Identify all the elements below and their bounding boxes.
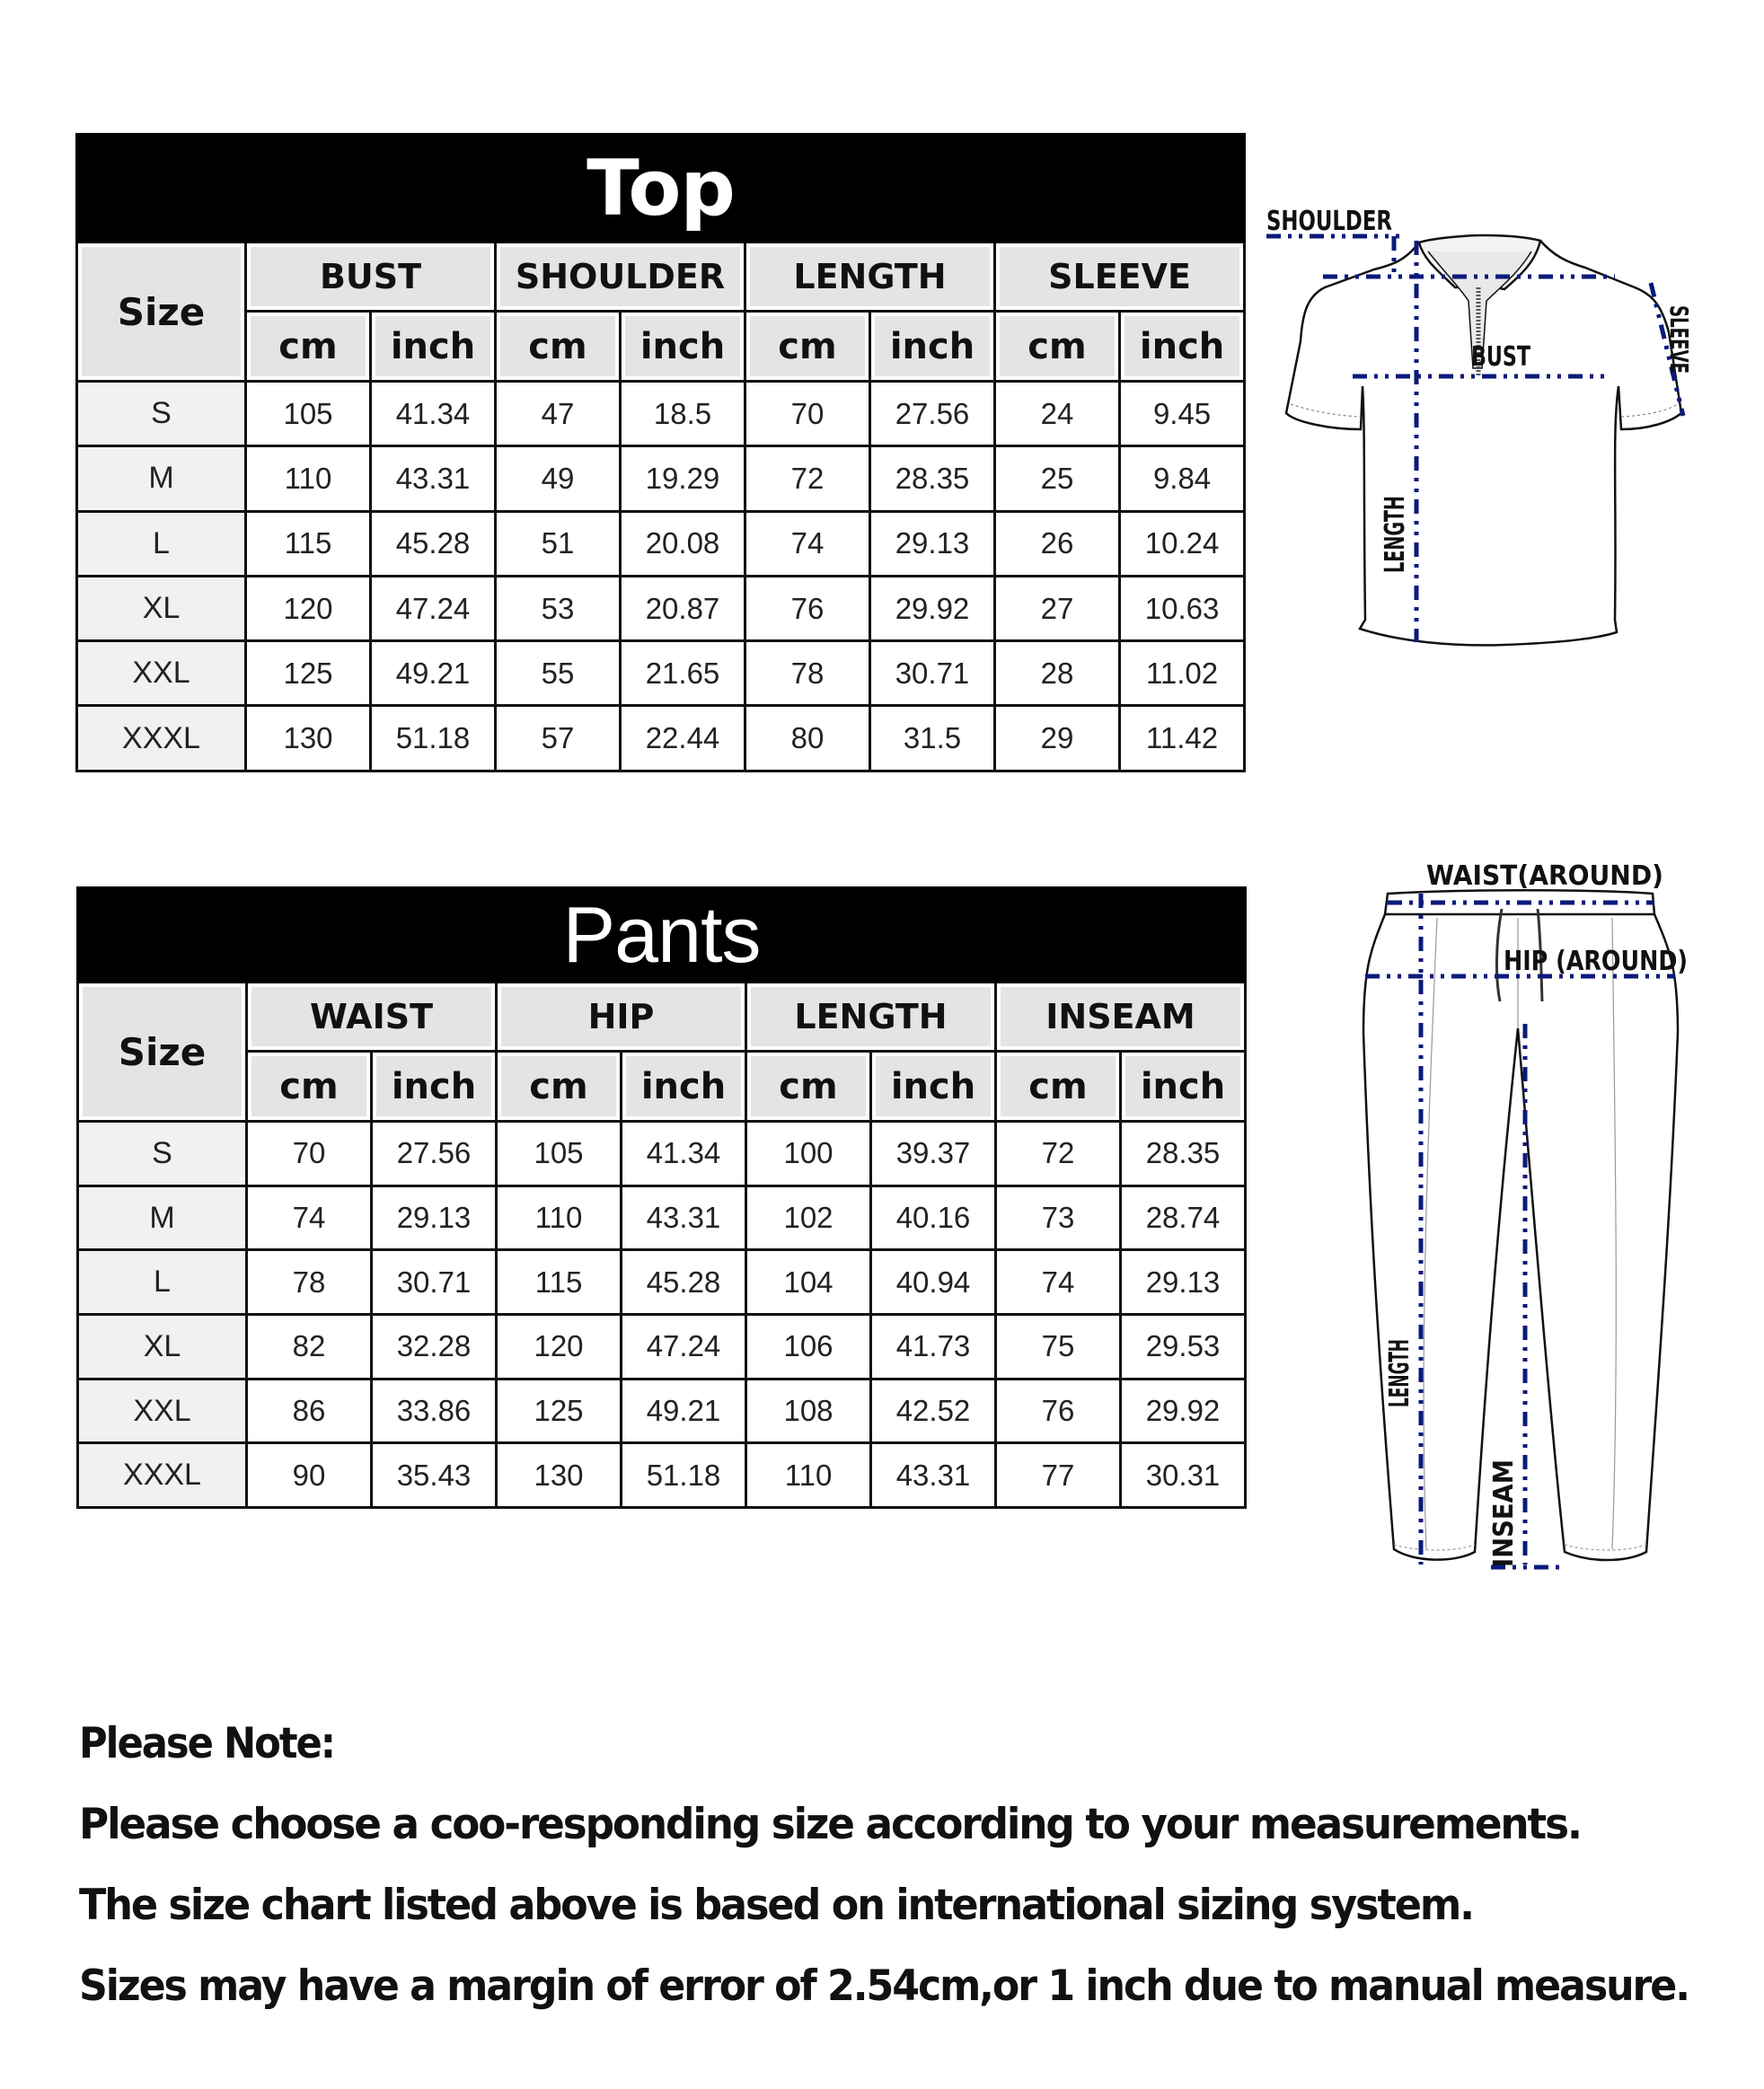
hip-label: HIP (AROUND) [1504,946,1688,977]
measurement-cell: 45.28 [622,1250,746,1315]
pants-table-body [78,1122,1246,1508]
measurement-cell: 130 [497,1443,622,1508]
measurement-cell: 120 [497,1315,622,1379]
measurement-cell: 30.71 [372,1250,497,1315]
measurement-cell: 29.53 [1121,1315,1246,1379]
measurement-cell: 40.94 [871,1250,996,1315]
measurement-cell: 43.31 [871,1443,996,1508]
length-label: LENGTH [1384,1286,1416,1407]
size-cell: XXXL [77,706,246,771]
measurement-cell: 28 [995,641,1120,706]
measurement-cell: 35.43 [372,1443,497,1508]
group-header-inseam: INSEAM [996,983,1246,1052]
table-row [77,706,1245,771]
table-row [78,1250,1246,1315]
table-row [77,446,1245,511]
unit-header-inch: inch [1120,312,1245,382]
measurement-cell: 43.31 [371,446,496,511]
measurement-cell: 82 [247,1315,372,1379]
measurement-cell: 51.18 [371,706,496,771]
measurement-cell: 40.16 [871,1186,996,1250]
measurement-cell: 47.24 [371,576,496,640]
unit-header-cm: cm [247,1052,372,1122]
measurement-cell: 30.31 [1121,1443,1246,1508]
measurement-cell: 41.34 [622,1122,746,1186]
top-table-title: Top [77,135,1245,242]
measurement-cell: 10.24 [1120,511,1245,576]
measurement-cell: 27 [995,576,1120,640]
group-header-shoulder: SHOULDER [496,242,745,312]
size-cell: XL [78,1315,247,1379]
measurement-cell: 20.87 [621,576,745,640]
measurement-cell: 32.28 [372,1315,497,1379]
measurement-cell: 100 [746,1122,871,1186]
unit-header-cm: cm [745,312,870,382]
measurement-cell: 24 [995,382,1120,446]
measurement-cell: 47.24 [622,1315,746,1379]
measurement-cell: 49.21 [371,641,496,706]
measurement-cell: 55 [496,641,621,706]
measurement-cell: 28.35 [870,446,995,511]
unit-header-cm: cm [995,312,1120,382]
measurement-cell: 21.65 [621,641,745,706]
measurement-cell: 27.56 [372,1122,497,1186]
shirt-outline-icon [1286,235,1681,645]
measurement-cell: 9.45 [1120,382,1245,446]
pants-size-table [76,886,1247,1509]
pants-measurement-diagram [1329,853,1715,1662]
measurement-cell: 105 [246,382,371,446]
group-header-hip: HIP [497,983,746,1052]
measurement-cell: 125 [246,641,371,706]
table-row [78,1186,1246,1250]
unit-header-inch: inch [1121,1052,1246,1122]
size-cell: L [78,1250,247,1315]
measurement-cell: 125 [497,1379,622,1443]
measurement-cell: 90 [247,1443,372,1508]
measurement-cell: 11.02 [1120,641,1245,706]
size-cell: M [77,446,246,511]
unit-header-cm: cm [746,1052,871,1122]
pants-outline-icon [1363,890,1678,1560]
group-header-length: LENGTH [745,242,995,312]
measurement-cell: 42.52 [871,1379,996,1443]
measurement-cell: 28.74 [1121,1186,1246,1250]
unit-header-cm: cm [996,1052,1121,1122]
top-table-body [77,382,1245,771]
measurement-cell: 78 [745,641,870,706]
measurement-cell: 33.86 [372,1379,497,1443]
measurement-cell: 86 [247,1379,372,1443]
measurement-cell: 28.35 [1121,1122,1246,1186]
unit-header-inch: inch [372,1052,497,1122]
measurement-cell: 74 [247,1186,372,1250]
group-header-sleeve: SLEEVE [995,242,1245,312]
unit-header-inch: inch [621,312,745,382]
size-cell: XXXL [78,1443,247,1508]
size-cell: XXL [77,641,246,706]
measurement-cell: 115 [246,511,371,576]
measurement-cell: 72 [996,1122,1121,1186]
sleeve-label: SLEEVE [1664,305,1694,411]
measurement-cell: 29.13 [1121,1250,1246,1315]
measurement-cell: 31.5 [870,706,995,771]
size-column-header: Size [77,242,246,382]
measurement-cell: 10.63 [1120,576,1245,640]
measurement-cell: 70 [745,382,870,446]
table-row [78,1443,1246,1508]
measurement-cell: 77 [996,1443,1121,1508]
measurement-cell: 53 [496,576,621,640]
table-row [77,382,1245,446]
measurement-cell: 76 [745,576,870,640]
measurement-cell: 49 [496,446,621,511]
measurement-cell: 41.73 [871,1315,996,1379]
measurement-cell: 25 [995,446,1120,511]
unit-header-cm: cm [246,312,371,382]
length-label: LENGTH [1380,452,1411,573]
note-line: Please choose a coo-responding size according to your measurements. [79,1800,1581,1849]
size-cell: XXL [78,1379,247,1443]
group-header-bust: BUST [246,242,496,312]
measurement-cell: 43.31 [622,1186,746,1250]
measurement-cell: 110 [746,1443,871,1508]
measurement-cell: 26 [995,511,1120,576]
measurement-cell: 130 [246,706,371,771]
group-header-length: LENGTH [746,983,996,1052]
measurement-cell: 75 [996,1315,1121,1379]
measurement-cell: 39.37 [871,1122,996,1186]
measurement-cell: 115 [497,1250,622,1315]
measurement-cell: 76 [996,1379,1121,1443]
measurement-cell: 70 [247,1122,372,1186]
table-row [78,1122,1246,1186]
bust-label: BUST [1471,341,1531,373]
measurement-cell: 27.56 [870,382,995,446]
table-row [78,1379,1246,1443]
size-cell: S [78,1122,247,1186]
measurement-cell: 11.42 [1120,706,1245,771]
measurement-cell: 80 [745,706,870,771]
size-column-header: Size [78,983,247,1122]
measurement-cell: 20.08 [621,511,745,576]
measurement-cell: 57 [496,706,621,771]
unit-header-cm: cm [497,1052,622,1122]
size-cell: XL [77,576,246,640]
unit-header-inch: inch [371,312,496,382]
measurement-cell: 108 [746,1379,871,1443]
waist-label: WAIST(AROUND) [1426,860,1663,892]
table-row [77,511,1245,576]
measurement-cell: 41.34 [371,382,496,446]
measurement-cell: 74 [996,1250,1121,1315]
measurement-cell: 120 [246,576,371,640]
table-row [77,641,1245,706]
measurement-cell: 9.84 [1120,446,1245,511]
measurement-cell: 47 [496,382,621,446]
measurement-cell: 29 [995,706,1120,771]
unit-header-inch: inch [622,1052,746,1122]
unit-header-cm: cm [496,312,621,382]
measurement-cell: 22.44 [621,706,745,771]
measurement-cell: 106 [746,1315,871,1379]
size-cell: S [77,382,246,446]
measurement-cell: 29.92 [870,576,995,640]
top-size-table [75,133,1246,772]
note-line: Sizes may have a margin of error of 2.54cm,or 1 inch due to manual measure. [79,1961,1689,2011]
measurement-cell: 104 [746,1250,871,1315]
measurement-cell: 110 [246,446,371,511]
measurement-cell: 74 [745,511,870,576]
measurement-cell: 51.18 [622,1443,746,1508]
measurement-cell: 72 [745,446,870,511]
table-row [77,576,1245,640]
pants-table-title: Pants [78,888,1246,983]
measurement-cell: 45.28 [371,511,496,576]
measurement-cell: 18.5 [621,382,745,446]
size-cell: M [78,1186,247,1250]
table-row [78,1315,1246,1379]
inseam-label: INSEAM [1488,1449,1520,1567]
measurement-cell: 29.92 [1121,1379,1246,1443]
measurement-cell: 102 [746,1186,871,1250]
shoulder-label: SHOULDER [1266,206,1392,237]
unit-header-inch: inch [870,312,995,382]
note-line: The size chart listed above is based on international sizing system. [79,1881,1473,1930]
measurement-cell: 51 [496,511,621,576]
group-header-waist: WAIST [247,983,497,1052]
measurement-cell: 30.71 [870,641,995,706]
measurement-cell: 49.21 [622,1379,746,1443]
measurement-cell: 29.13 [372,1186,497,1250]
shirt-measurement-diagram [1239,198,1764,808]
measurement-cell: 73 [996,1186,1121,1250]
unit-header-inch: inch [871,1052,996,1122]
measurement-cell: 105 [497,1122,622,1186]
measurement-cell: 29.13 [870,511,995,576]
notes-heading: Please Note: [79,1719,335,1768]
size-cell: L [77,511,246,576]
measurement-cell: 110 [497,1186,622,1250]
measurement-cell: 78 [247,1250,372,1315]
measurement-cell: 19.29 [621,446,745,511]
